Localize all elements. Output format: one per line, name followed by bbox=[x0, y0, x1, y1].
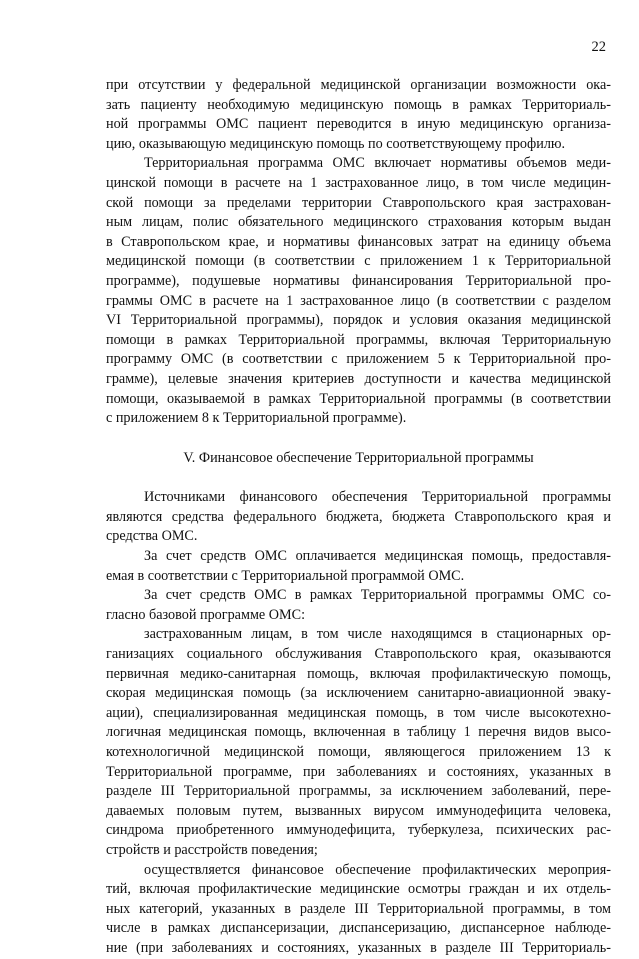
text-line: цию, оказывающую медицинскую помощь по соответствующему профилю. bbox=[106, 135, 566, 152]
text-line: тий, включая профилактические медицинские осмотры граждан и их отдель- bbox=[106, 881, 611, 898]
text-line: ным лицам, полис обязательного медицинского страхования которым выдан bbox=[106, 214, 611, 231]
text-line: с приложением 8 к Территориальной программе). bbox=[106, 410, 407, 427]
paragraph bbox=[106, 154, 611, 428]
text-line: являются средства федерального бюджета, бюджета Ставропольского края и bbox=[106, 508, 611, 525]
text-line: ных категорий, указанных в разделе III Территориальной программы, в том bbox=[106, 900, 611, 917]
paragraph bbox=[106, 547, 611, 586]
text-line: За счет средств ОМС оплачивается медицинская помощь, предоставля- bbox=[144, 548, 611, 565]
paragraph bbox=[106, 76, 611, 154]
text-line: ации), специализированная медицинская помощь, в том числе высокотехно- bbox=[106, 704, 611, 721]
paragraph bbox=[106, 488, 611, 547]
text-line: программу ОМС (в соответствии с приложением 5 к Территориальной про- bbox=[106, 351, 611, 368]
text-line: Территориальной программе, при заболеваниях и состояниях, указанных в bbox=[106, 763, 611, 780]
text-line: медицинской помощи (в соответствии с приложением 1 к Территориальной bbox=[106, 253, 611, 270]
text-line: За счет средств ОМС в рамках Территориальной программы ОМС со- bbox=[144, 587, 611, 604]
text-line: грамме), целевые значения критериев доступности и качества медицинской bbox=[106, 370, 611, 387]
text-line: средства ОМС. bbox=[106, 528, 198, 545]
section-gap bbox=[106, 429, 611, 449]
paragraph bbox=[106, 625, 611, 860]
text-line: зать пациенту необходимую медицинскую помощь в рамках Территориаль- bbox=[106, 96, 611, 113]
text-line: емая в соответствии с Территориальной программой ОМС. bbox=[106, 567, 465, 584]
text-line: помощи, оказываемой в рамках Территориальной программы (в соответствии bbox=[106, 390, 611, 407]
section-heading: V. Финансовое обеспечение Территориальной программы bbox=[183, 449, 534, 466]
text-line: стройств и расстройств поведения; bbox=[106, 841, 318, 858]
text-line: синдрома приобретенного иммунодефицита, туберкулеза, психических рас- bbox=[106, 822, 611, 839]
text-line: числе в рамках диспансеризации, диспансеризацию, диспансерное наблюде- bbox=[106, 920, 611, 937]
text-line: VI Территориальной программы), порядок и условия оказания медицинской bbox=[106, 312, 611, 329]
text-line: первичная медико-санитарная помощь, включая профилактическую помощь, bbox=[106, 665, 611, 682]
text-line: скорая медицинская помощь (за исключением санитарно-авиационной эваку- bbox=[106, 685, 611, 702]
text-line: ской помощи за пределами территории Ставропольского края застрахован- bbox=[106, 194, 611, 211]
text-line: разделе III Территориальной программы, за исключением заболеваний, пере- bbox=[106, 783, 611, 800]
document-body bbox=[106, 76, 611, 959]
text-line: логичная медицинская помощь, включенная в таблицу 1 перечня видов высо- bbox=[106, 724, 611, 741]
text-line: программе), подушевые нормативы финансирования Территориальной про- bbox=[106, 272, 611, 289]
text-line: котехнологичной медицинской помощи, являющегося приложением 13 к bbox=[106, 744, 611, 760]
text-line: осуществляется финансовое обеспечение профилактических мероприя- bbox=[144, 861, 611, 878]
text-line: ной программы ОМС пациент переводится в иную медицинскую организа- bbox=[106, 116, 611, 133]
text-line: цинской помощи в расчете на 1 застрахованное лицо, в том числе медицин- bbox=[106, 174, 611, 191]
text-line: помощи в рамках Территориальной программы, включая Территориальную bbox=[106, 331, 611, 348]
text-line: Территориальная программа ОМС включает нормативы объемов меди- bbox=[144, 155, 611, 172]
text-line: граммы ОМС в расчете на 1 застрахованное лицо (в соответствии с разделом bbox=[106, 292, 611, 309]
text-line: даваемых половым путем, вызванных вирусом иммунодефицита человека, bbox=[106, 802, 611, 819]
section-gap bbox=[106, 468, 611, 488]
text-line: застрахованным лицам, в том числе находящимся в стационарных ор- bbox=[144, 626, 611, 643]
paragraph bbox=[106, 861, 611, 959]
paragraph bbox=[106, 586, 611, 625]
text-line: гласно базовой программе ОМС: bbox=[106, 606, 306, 623]
text-line: ние (при заболеваниях и состояниях, указанных в разделе III Территориаль- bbox=[106, 939, 611, 956]
text-line: ганизациях социального обслуживания Ставропольского края, оказываются bbox=[106, 646, 611, 663]
text-line: в Ставропольском крае, и нормативы финансовых затрат на единицу объема bbox=[106, 233, 611, 250]
page-number: 22 bbox=[591, 39, 606, 55]
text-line: при отсутствии у федеральной медицинской организации возможности ока- bbox=[106, 77, 611, 93]
text-line: Источниками финансового обеспечения Территориальной программы bbox=[144, 489, 611, 506]
